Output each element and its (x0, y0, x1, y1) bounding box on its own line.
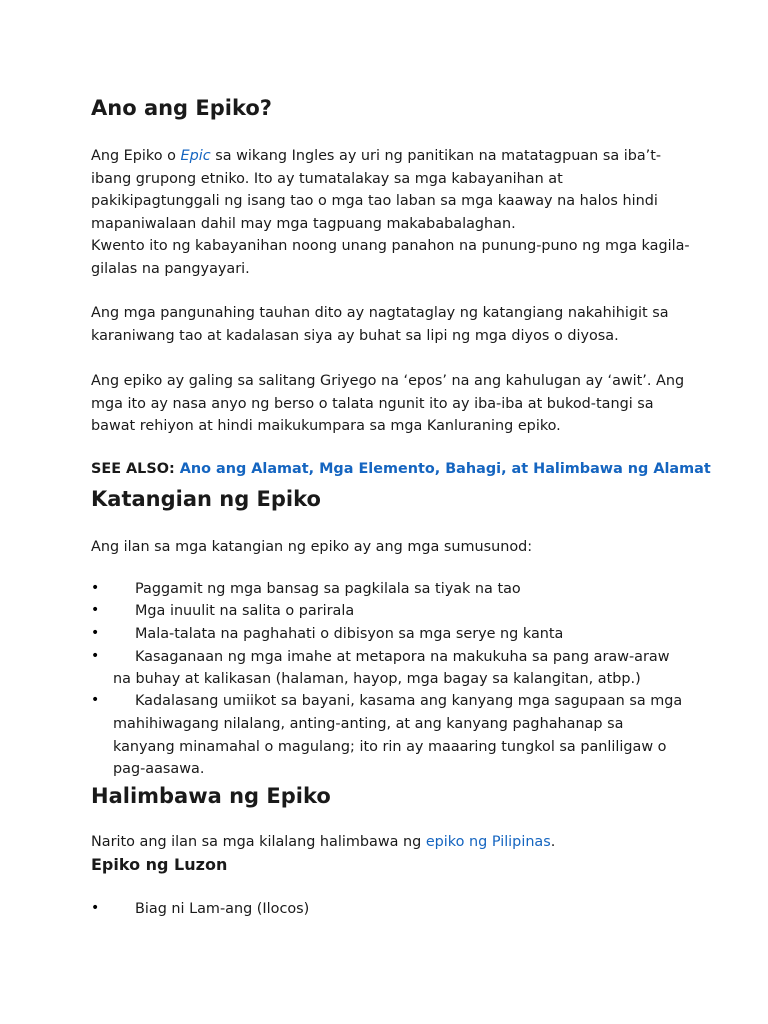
list-item: Mala-talata na paghahati o dibisyon sa mga serye ng kanta (135, 626, 564, 642)
bullet-icon: • (91, 648, 100, 664)
list-item: Mga inuulit na salita o parirala (135, 603, 355, 619)
bullet-icon: • (91, 900, 100, 916)
list-item: Kasaganaan ng mga imahe at metapora na makukuha sa pang araw-araw (135, 649, 670, 665)
epic-link[interactable]: Epic (180, 148, 211, 164)
list-item: Kadalasang umiikot sa bayani, kasama ang kanyang mga sagupaan sa mga (135, 693, 683, 709)
list-item: Paggamit ng mga bansag sa pagkilala sa tiyak na tao (135, 581, 521, 597)
bullet-icon: • (91, 692, 100, 708)
heading-halimbawa: Halimbawa ng Epiko (91, 784, 331, 808)
paragraph-tauhan: Ang mga pangunahing tauhan dito ay nagtataglay ng katangiang nakahihigit sa karaniwang tao at kadalasan siya ay buhat sa lipi ng mga diyos o diyosa. (91, 305, 669, 344)
paragraph-griyego: Ang epiko ay galing sa salitang Griyego na ‘epos’ na ang kahulugan ay ‘awit’. Ang mga ito ay nasa anyo ng berso o talata ngunit ito ay iba-iba at bukod-tangi sa bawat rehiyon at hindi maikukumpara sa mga Kanluraning epiko. (91, 373, 685, 434)
see-also-label: SEE ALSO: (91, 461, 180, 477)
list-item-continuation: kanyang minamahal o magulang; ito rin ay maaaring tungkol sa panliligaw o (113, 739, 667, 755)
halimbawa-intro (91, 831, 555, 854)
paragraph-text: Narito ang ilan sa mga kilalang halimbawa ng (91, 834, 426, 850)
paragraph-text: sa wikang Ingles ay uri ng panitikan na matatagpuan sa iba’t-ibang grupong etniko. Ito ay tumatalakay sa mga kabayanihan at pakikipagtunggali ng isang tao o mga tao laban sa mga kaaway na halos hindi mapaniwalaan dahil may mga tagpuang makababalaghan. (91, 148, 662, 232)
bullet-icon: • (91, 625, 100, 641)
heading-katangian: Katangian ng Epiko (91, 487, 321, 511)
biag-ni-lam-ang-link[interactable]: Biag ni Lam-ang (Ilocos) (135, 901, 310, 917)
subheading-epiko-ng-luzon: Epiko ng Luzon (91, 855, 228, 874)
list-item-continuation: pag-aasawa. (113, 761, 205, 777)
list-item-continuation: na buhay at kalikasan (halaman, hayop, mga bagay sa kalangitan, atbp.) (113, 671, 641, 687)
paragraph-text: Kwento ito ng kabayanihan noong unang panahon na punung-puno ng mga kagila-gilalas na pangyayari. (91, 238, 690, 277)
paragraph-definition (91, 145, 691, 280)
heading-ano-ang-epiko: Ano ang Epiko? (91, 96, 272, 120)
bullet-icon: • (91, 602, 100, 618)
bullet-icon: • (91, 580, 100, 596)
paragraph-text: . (550, 834, 556, 850)
see-also-link[interactable]: Ano ang Alamat, Mga Elemento, Bahagi, at Halimbawa ng Alamat (179, 461, 711, 477)
paragraph-text: Ang Epiko o (91, 148, 181, 164)
epiko-ng-pilipinas-link[interactable]: epiko ng Pilipinas (425, 834, 551, 850)
see-also (91, 461, 711, 477)
katangian-intro: Ang ilan sa mga katangian ng epiko ay ang mga sumusunod: (91, 539, 533, 555)
list-item-continuation: mahihiwagang nilalang, anting-anting, at ang kanyang paghahanap sa (113, 716, 624, 732)
